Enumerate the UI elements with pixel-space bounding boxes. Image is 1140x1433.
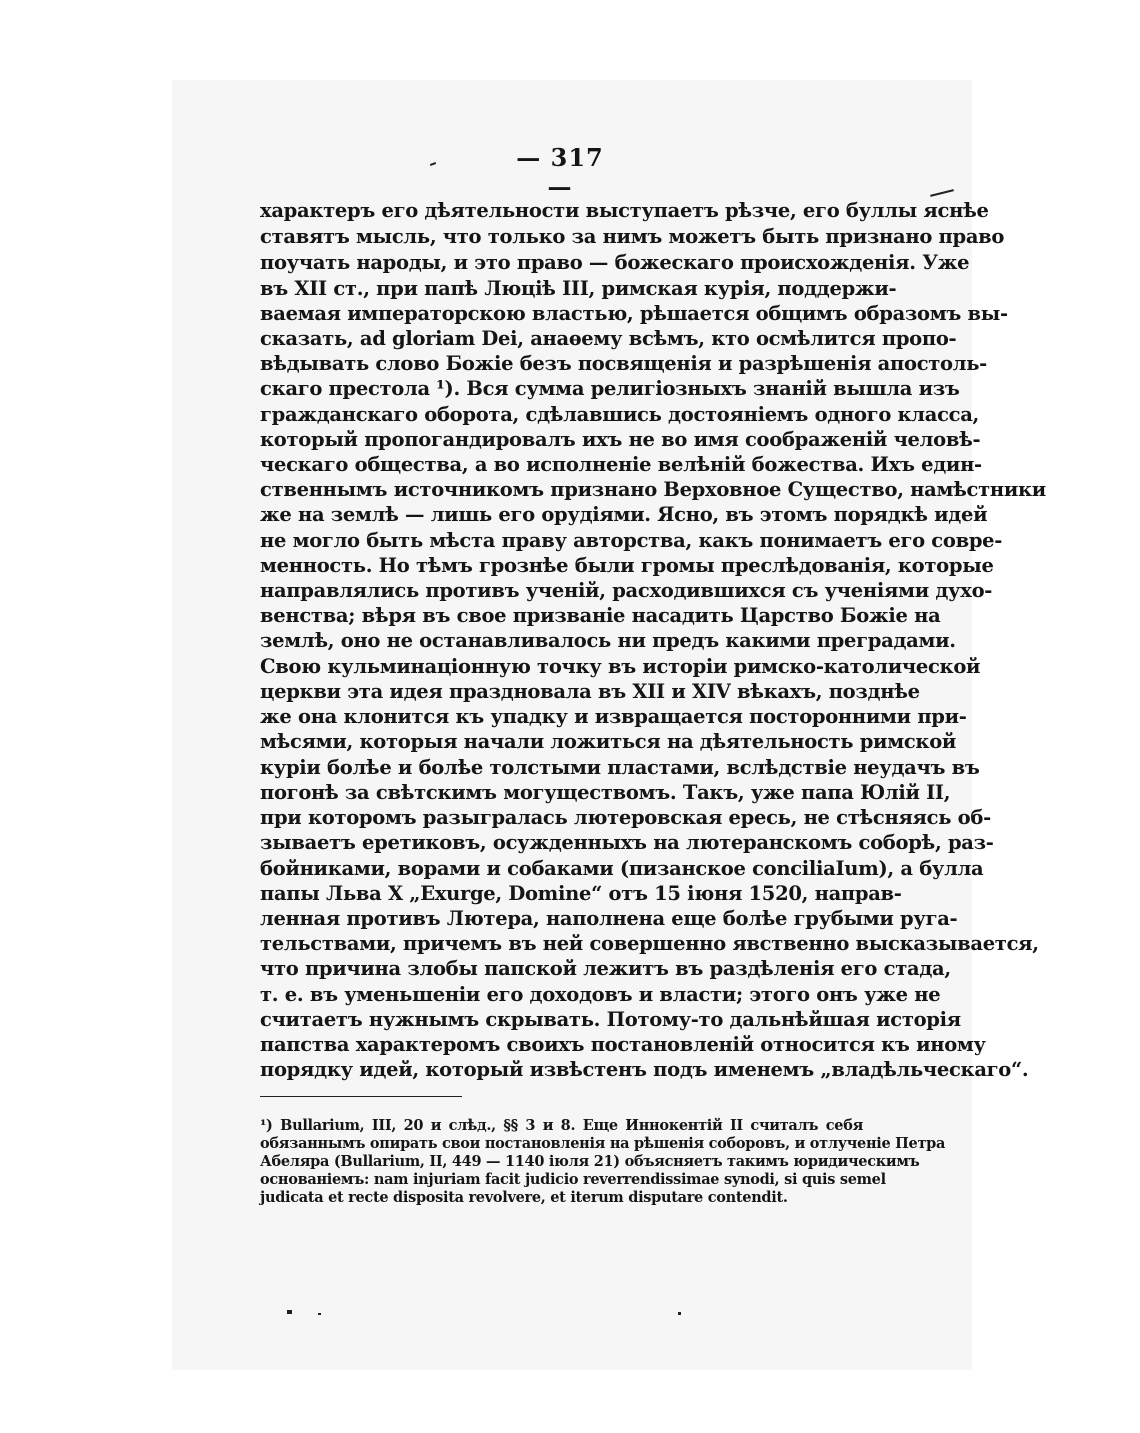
- text-line: въ XII ст., при папѣ Люціѣ III, римская курія, поддержи-: [260, 277, 897, 300]
- text-line: папства характеромъ своихъ постановленій относится къ иному: [260, 1033, 986, 1056]
- text-line: т. е. въ уменьшеніи его доходовъ и власти; этого онъ уже не: [260, 983, 941, 1006]
- text-line: вѣдывать слово Божіе безъ посвященія и разрѣшенія апостоль-: [260, 352, 987, 375]
- text-line: тельствами, причемъ въ ней совершенно явственно высказывается,: [260, 932, 1039, 955]
- text-line: погонѣ за свѣтскимъ могуществомъ. Такъ, уже папа Юлій II,: [260, 781, 951, 804]
- text-line: не могло быть мѣста праву авторства, какъ понимаетъ его совре-: [260, 529, 1003, 552]
- text-line: порядку идей, который извѣстенъ подъ именемъ „владѣльческаго“.: [260, 1058, 1029, 1081]
- text-line: считаетъ нужнымъ скрывать. Потому-то дальнѣйшая исторія: [260, 1008, 961, 1031]
- text-line: же на землѣ — лишь его орудіями. Ясно, въ этомъ порядкѣ идей: [260, 503, 988, 526]
- text-line: церкви эта идея праздновала въ XII и XIV вѣкахъ, позднѣе: [260, 680, 920, 703]
- scan-speck: [678, 1312, 681, 1315]
- footnote-line: judicata et recte disposita revolvere, et iterum disputare contendit.: [260, 1189, 788, 1206]
- text-line: Свою кульминаціонную точку въ исторіи римско-католической: [260, 655, 981, 678]
- text-line: ставятъ мысль, что только за нимъ можетъ быть признано право: [260, 225, 1005, 248]
- footnote-line: обязаннымъ опирать свои постановленія на рѣшенія соборовъ, и отлученіе Петра: [260, 1135, 946, 1152]
- text-line: сказать, ad gloriam Dei, анаѳему всѣмъ, кто осмѣлится пропо-: [260, 327, 957, 350]
- text-line: который пропогандировалъ ихъ не во имя соображеній человѣ-: [260, 428, 981, 451]
- text-line: куріи болѣе и болѣе толстыми пластами, вслѣдствіе неудачъ въ: [260, 756, 980, 779]
- text-line: ленная противъ Лютера, наполнена еще болѣе грубыми руга-: [260, 907, 958, 930]
- text-line: характеръ его дѣятельности выступаетъ рѣзче, его буллы яснѣе: [260, 199, 989, 222]
- footnote-line: основаніемъ: nam injuriam facit judicio reverrendissimae synodi, si quis semel: [260, 1171, 886, 1188]
- footnote-line: Абеляра (Bullarium, II, 449 — 1140 іюля 21) объясняетъ такимъ юридическимъ: [260, 1153, 920, 1170]
- text-line: ваемая императорскою властью, рѣшается общимъ образомъ вы-: [260, 302, 1008, 325]
- text-line: скаго престола ¹). Вся сумма религіозныхъ знаній вышла изъ: [260, 377, 960, 400]
- footnote-line: ¹) Bullarium, III, 20 и слѣд., §§ 3 и 8. Еще Иннокентій II считалъ себя: [260, 1117, 863, 1134]
- text-line: же она клонится къ упадку и извращается посторонними при-: [260, 705, 967, 728]
- scan-speck: [318, 1313, 321, 1315]
- text-line: гражданскаго оборота, сдѣлавшись достояніемъ одного класса,: [260, 403, 980, 426]
- page-number: — 317 —: [516, 143, 604, 201]
- text-line: папы Льва X „Exurge, Domine“ отъ 15 іюня 1520, направ-: [260, 882, 902, 905]
- text-line: ческаго общества, а во исполненіе велѣній божества. Ихъ един-: [260, 453, 982, 476]
- text-line: землѣ, оно не останавливалось ни предъ какими преградами.: [260, 629, 956, 652]
- text-line: мѣсями, которыя начали ложиться на дѣятельность римской: [260, 730, 957, 753]
- text-line: венства; вѣря въ свое призваніе насадить Царство Божіе на: [260, 604, 941, 627]
- text-line: что причина злобы папской лежитъ въ раздѣленія его стада,: [260, 957, 951, 980]
- text-line: ственнымъ источникомъ признано Верховное Существо, намѣстники: [260, 478, 1046, 501]
- text-line: при которомъ разыгралась лютеровская ересь, не стѣсняясь об-: [260, 806, 991, 829]
- text-line: поучать народы, и это право — божескаго происхожденія. Уже: [260, 251, 970, 274]
- text-line: менность. Но тѣмъ грознѣе были громы преслѣдованія, которые: [260, 554, 994, 577]
- text-line: зываетъ еретиковъ, осужденныхъ на лютеранскомъ соборѣ, раз-: [260, 831, 994, 854]
- text-line: бойниками, ворами и собаками (пизанское conciliaIum), а булла: [260, 857, 984, 880]
- scan-speck: [287, 1310, 292, 1314]
- footnote-divider: [260, 1096, 462, 1097]
- text-line: направлялись противъ ученій, расходившихся съ ученіями духо-: [260, 579, 993, 602]
